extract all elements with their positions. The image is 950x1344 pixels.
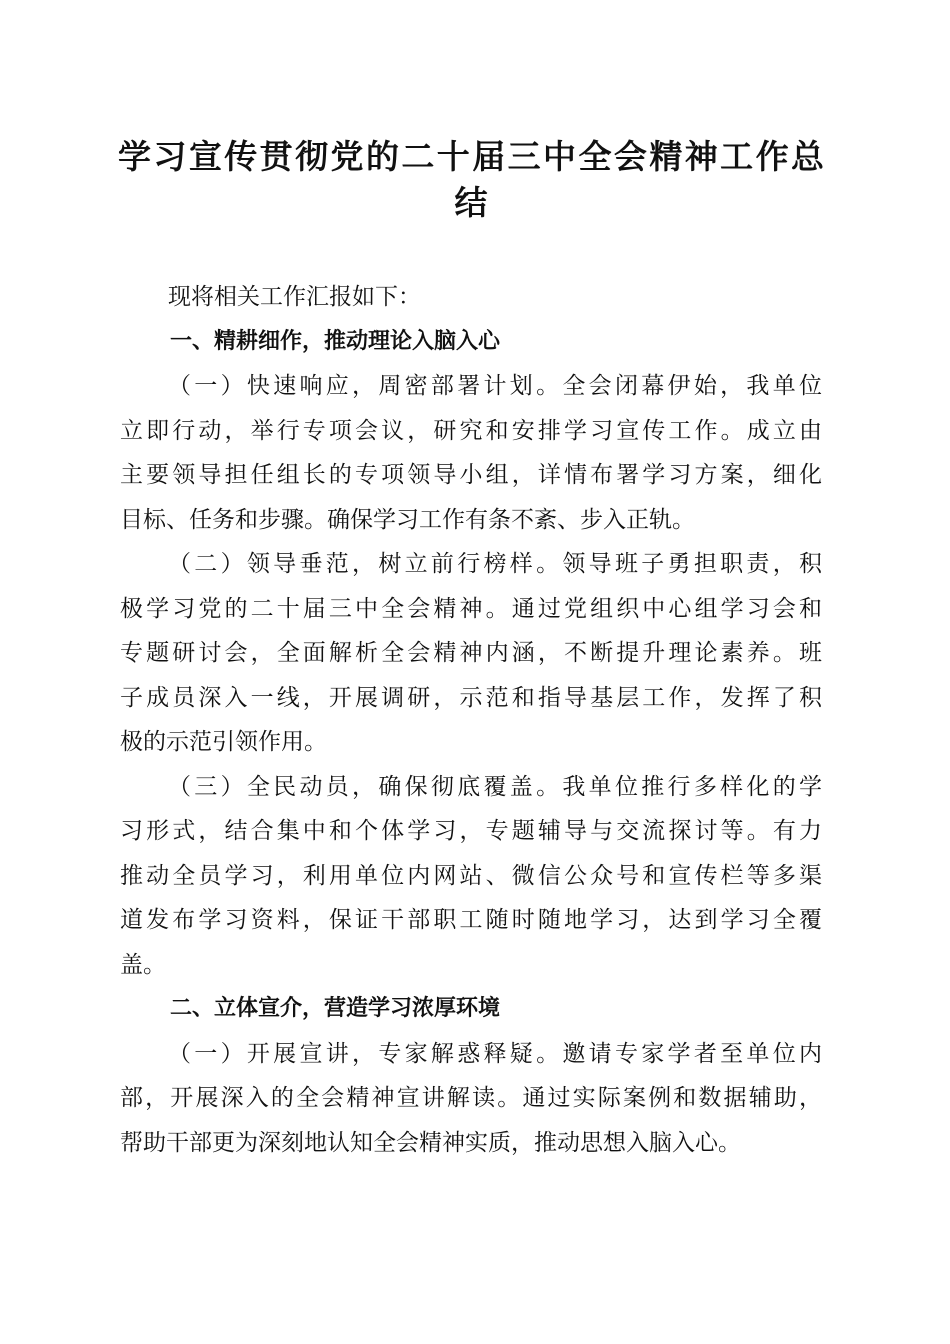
title-line-1: 学习宣传贯彻党的二十届三中全会精神工作总: [118, 137, 824, 176]
paragraph-line: （一）快速响应，周密部署计划。全会闭幕伊始，我单位: [168, 373, 822, 399]
paragraph-line: 道发布学习资料，保证干部职工随时随地学习，达到学习全覆: [120, 907, 822, 933]
paragraph-line: （二）领导垂范，树立前行榜样。领导班子勇担职责，积: [168, 551, 822, 577]
section-heading-2: 二、立体宣介，营造学习浓厚环境: [170, 996, 501, 1021]
title-line-2: 结: [454, 183, 488, 222]
paragraph-line: （一）开展宣讲，专家解惑释疑。邀请专家学者至单位内: [168, 1040, 822, 1067]
paragraph-line: 立即行动，举行专项会议，研究和安排学习宣传工作。成立由: [120, 417, 822, 444]
paragraph-line: 习形式，结合集中和个体学习，专题辅导与交流探讨等。有力: [120, 818, 822, 844]
section-heading-1: 一、精耕细作，推动理论入脑入心: [170, 328, 501, 354]
paragraph-line: （三）全民动员，确保彻底覆盖。我单位推行多样化的学: [168, 773, 822, 800]
paragraph-line: 子成员深入一线，开展调研，示范和指导基层工作，发挥了积: [120, 684, 822, 711]
paragraph-1-1: [120, 364, 822, 542]
intro-paragraph: 现将相关工作汇报如下：: [168, 284, 421, 310]
paragraph-line: 专题研讨会，全面解析全会精神内涵，不断提升理论素养。班: [120, 640, 822, 666]
paragraph-1-2: [120, 542, 822, 765]
paragraph-line: 部，开展深入的全会精神宣讲解读。通过实际案例和数据辅助，: [120, 1085, 822, 1111]
document-title: [118, 134, 824, 226]
paragraph-line: 帮助干部更为深刻地认知全会精神实质，推动思想入脑入心。: [120, 1129, 741, 1156]
document-body: [120, 275, 822, 1165]
paragraph-line: 极的示范引领作用。: [120, 729, 327, 755]
paragraph-line: 盖。: [120, 951, 166, 978]
paragraph-line: 目标、任务和步骤。确保学习工作有条不紊、步入正轨。: [120, 506, 695, 533]
paragraph-line: 极学习党的二十届三中全会精神。通过党组织中心组学习会和: [120, 595, 822, 622]
paragraph-line: 主要领导担任组长的专项领导小组，详情布署学习方案，细化: [120, 462, 822, 488]
paragraph-line: 推动全员学习，利用单位内网站、微信公众号和宣传栏等多渠: [120, 862, 822, 889]
paragraph-2-1: [120, 1032, 822, 1166]
paragraph-1-3: [120, 765, 822, 988]
